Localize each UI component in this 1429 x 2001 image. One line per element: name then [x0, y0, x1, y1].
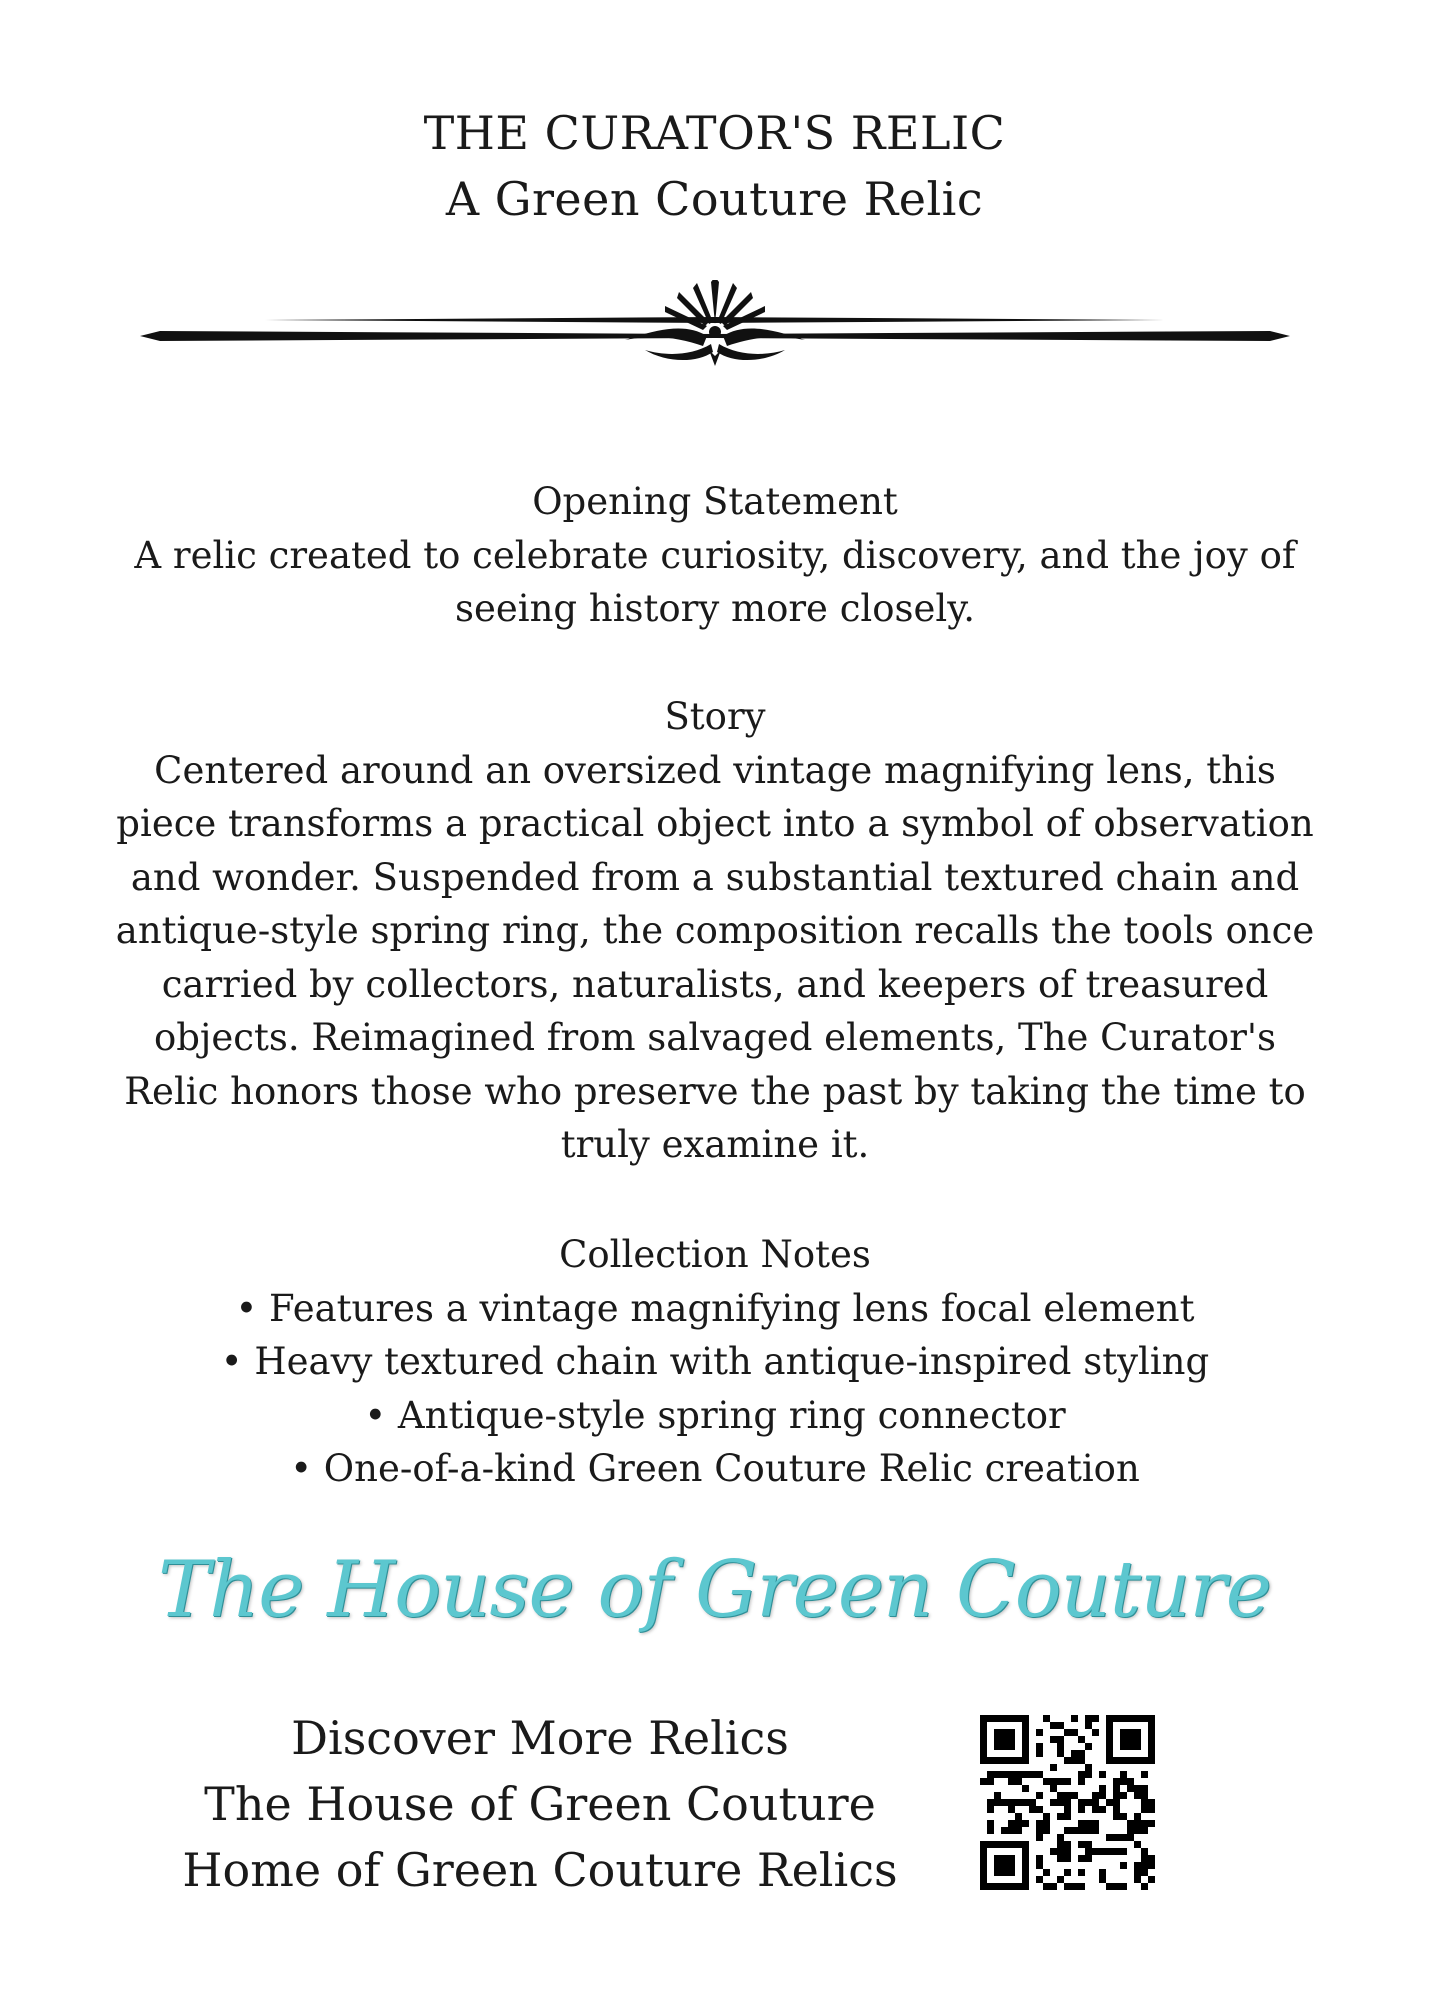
footer-line-house[interactable]: The House of Green Couture	[204, 1777, 876, 1831]
collection-notes	[110, 1228, 1320, 1496]
list-item: • Antique-style spring ring connector	[364, 1393, 1066, 1437]
collection-notes-heading: Collection Notes	[559, 1233, 871, 1276]
list-item: • Heavy textured chain with antique-inspired styling	[220, 1340, 1210, 1383]
opening-heading: Opening Statement	[532, 480, 898, 523]
opening-statement	[110, 475, 1320, 636]
opening-text: A relic created to celebrate curiosity, discovery, and the joy of seeing history more closely.	[134, 533, 1296, 630]
story-section	[110, 690, 1320, 1172]
title-line-2: A Green Couture Relic	[445, 172, 984, 226]
story-heading: Story	[664, 695, 766, 738]
footer-line-home[interactable]: Home of Green Couture Relics	[182, 1843, 898, 1897]
title-line-1: THE CURATOR'S RELIC	[423, 106, 1006, 160]
footer-links	[130, 1705, 950, 1903]
list-item: • Features a vintage magnifying lens focal element	[235, 1286, 1195, 1330]
ornamental-divider-icon	[140, 280, 1290, 370]
collection-notes-list	[110, 1282, 1320, 1496]
footer-line-discover[interactable]: Discover More Relics	[291, 1711, 789, 1765]
brand-signature: The House of Green Couture	[158, 1545, 1271, 1635]
page-title	[0, 100, 1429, 232]
story-text: Centered around an oversized vintage magnifying lens, this piece transforms a practical object into a symbol of observation and wonder. Suspended from a substantial textured chain and antique-style spring ring, the composition recalls the tools once carried by collectors, naturalists, and keepers of treasured objects. Reimagined from salvaged elements, The Curator's Relic honors those who preserve the past by taking the time to truly examine it.	[115, 748, 1315, 1166]
list-item: • One-of-a-kind Green Couture Relic creation	[290, 1447, 1140, 1490]
qr-code-icon[interactable]	[980, 1715, 1155, 1890]
